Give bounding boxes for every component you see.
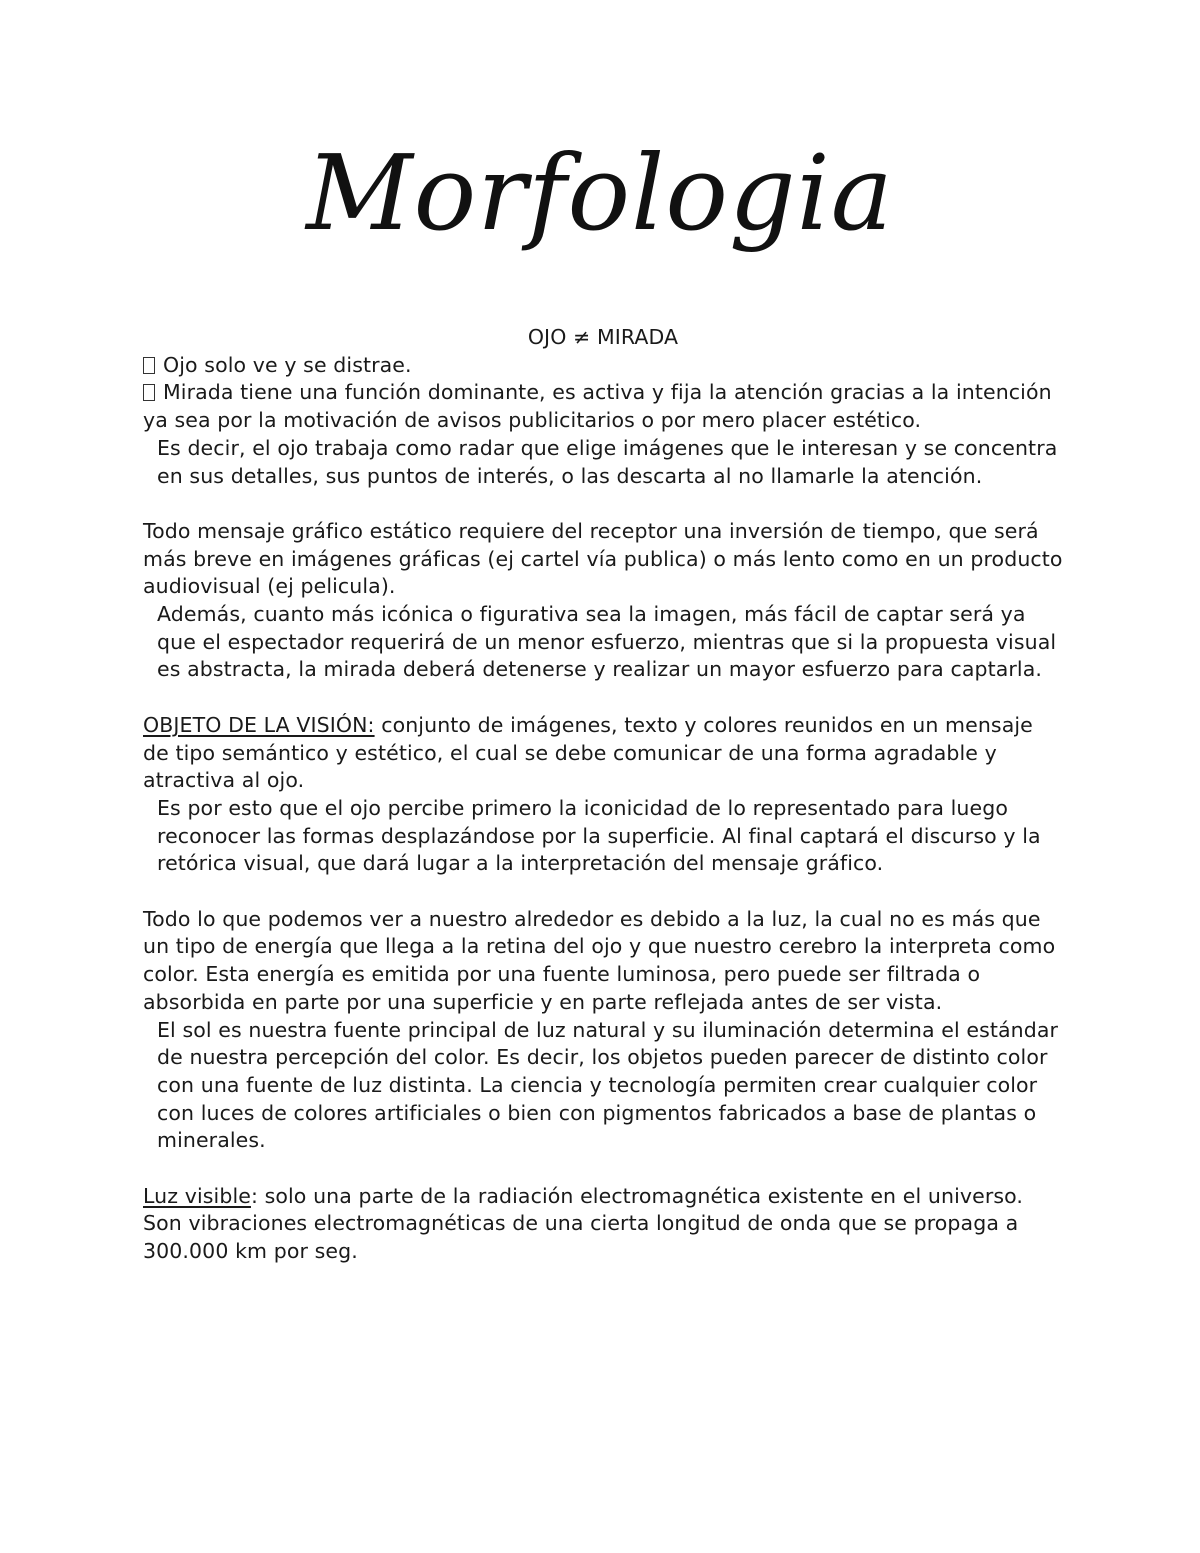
paragraph: Además, cuanto más icónica o figurativa sea la imagen, más fácil de captar será ya que el espectador requerirá de un menor esfuerzo, mientras que si la propuesta visual es abstracta, la mirada deberá detenerse y realizar un mayor esfuerzo para captarla. xyxy=(157,602,1057,682)
definition-term: Luz visible xyxy=(143,1183,251,1208)
missing-glyph-box-icon xyxy=(143,357,155,374)
bullet-item xyxy=(143,352,1063,380)
definition-paragraph xyxy=(143,1183,1063,1266)
paragraph: Todo mensaje gráfico estático requiere del receptor una inversión de tiempo, que será más breve en imágenes gráficas (ej cartel vía publica) o más lento como en un producto audiovisual (ej pelicula). xyxy=(143,518,1063,599)
paragraph: Es por esto que el ojo percibe primero la iconicidad de lo representado para luego reconocer las formas desplazándose por la superficie. Al final captará el discurso y la retórica visual, que dará lugar a la interpretación del mensaje gráfico. xyxy=(157,795,1041,876)
definition-text: : solo una parte de la radiación electromagnética existente en el universo. Son vibraciones electromagnéticas de una cierta longitud de onda que se propaga a 300.000 km por seg. xyxy=(143,1183,1024,1264)
spacer xyxy=(143,684,1063,712)
definition-paragraph xyxy=(143,712,1063,795)
page-title: Morfologia xyxy=(306,132,894,254)
document-body xyxy=(143,324,1063,1266)
spacer xyxy=(143,1155,1063,1183)
definition-term: OBJETO DE LA VISIÓN: xyxy=(143,712,375,737)
missing-glyph-box-icon xyxy=(143,384,155,401)
section-subtitle: OJO ≠ MIRADA xyxy=(527,325,679,349)
spacer xyxy=(143,878,1063,906)
definition-text: conjunto de imágenes, texto y colores reunidos en un mensaje de tipo semántico y estético, el cual se debe comunicar de una forma agradable y atractiva al ojo. xyxy=(143,712,1033,793)
paragraph: Todo lo que podemos ver a nuestro alrededor es debido a la luz, la cual no es más que un tipo de energía que llega a la retina del ojo y que nuestro cerebro la interpreta como color. Esta energía es emitida por una fuente luminosa, pero puede ser filtrada o absorbida en parte por una superficie y en parte reflejada antes de ser vista. xyxy=(143,906,1056,1014)
bullet-text: Mirada tiene una función dominante, es activa y fija la atención gracias a la intención ya sea por la motivación de avisos publicitarios o por mero placer estético. xyxy=(143,380,1052,433)
paragraph: El sol es nuestra fuente principal de luz natural y su iluminación determina el estándar de nuestra percepción del color. Es decir, los objetos pueden parecer de distinto color con una fuente de luz distinta. La ciencia y tecnología permiten crear cualquier color con luces de colores artificiales o bien con pigmentos fabricados a base de plantas o minerales. xyxy=(157,1017,1059,1153)
bullet-item xyxy=(143,379,1063,434)
spacer xyxy=(143,490,1063,518)
paragraph: Es decir, el ojo trabaja como radar que elige imágenes que le interesan y se concentra en sus detalles, sus puntos de interés, o las descarta al no llamarle la atención. xyxy=(157,435,1058,488)
bullet-text: Ojo solo ve y se distrae. xyxy=(163,352,412,377)
